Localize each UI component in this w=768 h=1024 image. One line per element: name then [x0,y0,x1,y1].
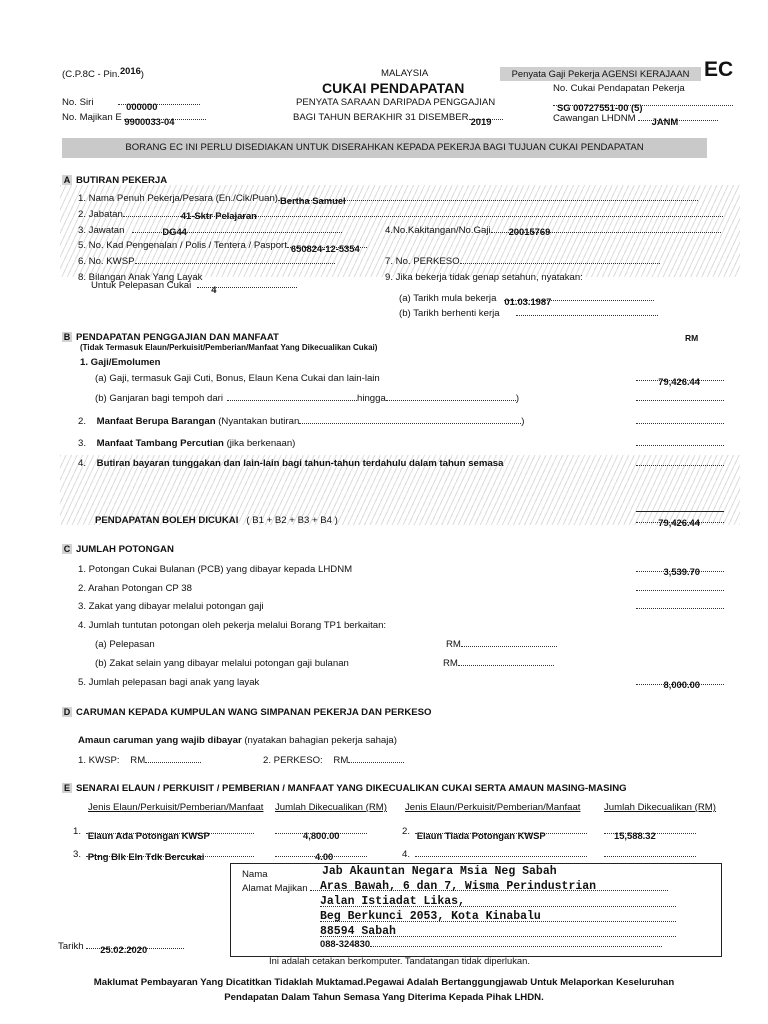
d-kwsp-rm: RM [130,755,146,766]
b3: 3. Manfaat Tambang Percutian (jika berkenaan) [78,438,296,449]
c5-label: 5. Jumlah pelepasan bagi anak yang layak [78,677,260,688]
sig-address-line: Jalan Istiadat Likas, [320,895,465,908]
form-code-close: ) [140,69,144,80]
sig-phone-value: 088-324830 [320,938,371,949]
b-total [95,515,338,526]
branch [553,113,718,127]
tax-no [553,98,733,113]
field-dept-value: 41-Sktr Pelajaran [180,210,257,221]
e-row-no: 4. [402,849,411,860]
d-perkeso [263,755,404,766]
field-perkeso-label: 7. No. PERKESO [385,256,460,267]
e-row-no: 3. [73,849,82,860]
section-a-letter: A [63,175,71,185]
c4a-label: (a) Pelepasan [95,639,155,650]
date-value: 25.02.2020 [100,944,148,955]
section-a-heading [62,175,167,186]
e-row-no: 2. [402,826,411,837]
currency-label: RM [685,333,699,343]
section-c-letter: C [63,544,71,554]
b1b-amount [636,400,724,401]
field-post-value: DG44 [162,226,187,237]
b-total-formula: ( B1 + B2 + B3 + B4 ) [246,515,338,526]
page-title: CUKAI PENDAPATAN [322,80,465,96]
date-label: Tarikh [58,941,84,952]
e-row-name: Ptng Blk Eln Tdk Bercukai [87,851,205,862]
b2: 2. Manfaat Berupa Barangan (Nyantakan butiran ) [78,416,525,427]
d-kwsp [78,755,201,766]
employer-no-label: No. Majikan E [62,112,122,123]
b4: 4. Butiran bayaran tunggakan dan lain-lain bagi tahun-tahun terdahulu dalam tahun semasa [78,458,504,469]
b1a-amount [636,373,724,387]
b-total-label: PENDAPATAN BOLEH DICUKAI [95,515,239,526]
country-label: MALAYSIA [381,68,429,79]
branch-label: Cawangan LHDNM [553,113,636,124]
c4b-rm: RM [443,658,458,669]
form-letter: EC [704,58,734,81]
form-year: 2016 [119,65,141,76]
b3-label: Manfaat Tambang Percutian [96,438,224,449]
field-ic-label: 5. No. Kad Pengenalan / Polis / Tentera / Pasport [78,240,287,251]
field-name-label: 1. Nama Penuh Pekerja/Pesara (En./Cik/Puan) [78,193,278,204]
section-b-letter: B [63,332,71,342]
sig-address-line: Aras Bawah, 6 dan 7, Wisma Perindustrian [320,880,597,893]
subtitle-statement: PENYATA SARAAN DARIPADA PENGGAJIAN [296,97,496,108]
field-start-value: 01.03.1987 [504,296,552,307]
field-ic-value: 650824-12-5354 [290,243,360,254]
d-perkeso-label: 2. PERKESO: [263,755,323,766]
e-row-amount [604,856,696,857]
field-end-date [399,308,658,319]
field-start-label: (a) Tarikh mula bekerja [399,293,497,304]
e-row-amount-value: 15,588.32 [614,830,656,841]
partial-year-label: 9. Jika bekerja tidak genap setahun, nyatakan: [385,272,583,283]
b4-amount [636,465,724,466]
b1a-value: 79,426.44 [658,376,700,387]
c4-label: 4. Jumlah tuntutan potongan oleh pekerja melalui Borang TP1 berkaitan: [78,620,387,631]
field-dept-label: 2. Jabatan [78,209,123,220]
e-row-amount-value: 4,800.00 [303,830,340,841]
subtitle-year-label: BAGI TAHUN BERAKHIR 31 DISEMBER [293,112,469,123]
e-row-amount [604,830,696,841]
c1-value: 3,539.70 [663,566,700,577]
field-dept [78,209,723,220]
serial-label: No. Siri [62,97,94,108]
field-perkeso [385,256,660,267]
d-intro [78,735,397,746]
field-post-label: 3. Jawatan [78,225,125,236]
d-kwsp-label: 1. KWSP: [78,755,120,766]
field-kwsp-label: 6. No. KWSP [78,256,135,267]
section-a-title: BUTIRAN PEKERJA [76,175,168,186]
d-intro-bold: Amaun caruman yang wajib dibayar [78,735,242,746]
e-row-amount [275,830,367,841]
section-e-title: SENARAI ELAUN / PERKUISIT / PEMBERIAN / MANFAAT YANG DIKECUALIKAN CUKAI SERTA AMAUN MASING-MASING [76,783,627,794]
branch-value: JANM [651,116,679,127]
b-total-value: 79,426.44 [658,517,700,528]
e-row-amount-value: 4.00 [315,851,334,862]
field-name-value: Bertha Samuel [279,195,346,206]
c4a-amount [446,639,557,650]
section-b-heading [62,332,279,343]
b2-label-rest: (Nyantakan butiran [218,416,300,427]
section-c-heading [62,544,174,555]
e-col-amount-1: Jumlah Dikecualikan (RM) [275,802,387,813]
b1-title: 1. Gaji/Emolumen [80,357,161,368]
field-children-value: 4 [211,284,217,295]
field-staff-no [385,225,721,236]
e-row-name: Elaun Ada Potongan KWSP [87,830,210,841]
tax-year: 2019 [470,116,492,127]
field-ic [78,240,367,254]
section-b-subtitle: (Tidak Termasuk Elaun/Perkuisit/Pemberian/Manfaat Yang Dikecualikan Cukai) [80,343,378,352]
serial-no [62,97,200,112]
e-row-name: Elaun Tiada Potongan KWSP [416,830,546,841]
serial-value: 000000 [126,101,158,112]
date-field [58,941,184,955]
employer-type-badge: Penyata Gaji Pekerja AGENSI KERAJAAN [500,67,701,81]
footer-line1: Maklumat Pembayaran Yang Dicatitkan Tidaklah Muktamad.Pegawai Adalah Bertanggungjawab Untuk Melaporkan Keseluruhan [93,977,675,988]
c3-label: 3. Zakat yang dibayar melalui potongan gaji [78,601,264,612]
e-row-no: 1. [73,826,82,837]
total-rule [636,511,724,512]
sig-address-line: 88594 Sabah [320,925,396,938]
field-end-label: (b) Tarikh berhenti kerja [399,308,500,319]
sig-address-line: Beg Berkunci 2053, Kota Kinabalu [320,910,541,923]
c4b-label: (b) Zakat selain yang dibayar melalui potongan gaji bulanan [95,658,349,669]
field-name [78,193,698,204]
footer-note [0,975,768,1005]
b2-label: Manfaat Berupa Barangan [96,416,216,427]
c4b-amount [443,658,554,669]
tax-no-label: No. Cukai Pendapatan Pekerja [553,83,685,94]
e-col-type-1: Jenis Elaun/Perkuisit/Pemberian/Manfaat [88,802,264,813]
b-total-amount [636,515,724,526]
c2-label: 2. Arahan Potongan CP 38 [78,583,192,594]
footer-line2: Pendapatan Dalam Tahun Semasa Yang Diterima Kepada Pihak LHDN. [224,992,544,1003]
c2-amount [636,590,724,591]
section-d-title: CARUMAN KEPADA KUMPULAN WANG SIMPANAN PEKERJA DAN PERKESO [76,707,432,718]
b1b: (b) Ganjaran bagi tempoh dari hingga ) [95,393,520,404]
c3-amount [636,608,724,609]
section-b-title: PENDAPATAN PENGGAJIAN DAN MANFAAT [76,332,279,343]
section-e-heading [62,783,627,794]
c4a-rm: RM [446,639,461,650]
b3-label-rest: (jika berkenaan) [226,438,296,449]
sig-name-label: Nama [242,869,268,880]
section-c-title: JUMLAH POTONGAN [76,544,174,555]
d-intro-rest: (nyatakan bahagian pekerja sahaja) [244,735,397,746]
employer-no [62,112,206,127]
b1b-mid: hingga [357,393,386,404]
sig-phone [320,938,662,949]
e-col-type-2: Jenis Elaun/Perkuisit/Pemberian/Manfaat [405,802,581,813]
e-row [402,849,587,860]
c1-amount [636,564,724,575]
field-start-date [399,293,654,307]
field-staff-no-label: 4.No.Kakitangan/No.Gaji [385,225,491,236]
employer-no-value: 9900033-04 [124,116,175,127]
b1a-label: (a) Gaji, termasuk Gaji Cuti, Bonus, Elaun Kena Cukai dan lain-lain [95,373,380,384]
e-col-amount-2: Jumlah Dikecualikan (RM) [604,802,716,813]
field-kwsp [78,256,335,267]
c1-label: 1. Potongan Cukai Bulanan (PCB) yang dibayar kepada LHDNM [78,564,353,575]
e-row [73,826,254,841]
d-perkeso-rm: RM [333,755,349,766]
field-children-label: 8. Bilangan Anak Yang Layak [78,272,203,283]
subtitle-year [293,112,503,127]
banner-notice: BORANG EC INI PERLU DISEDIAKAN UNTUK DISERAHKAN KEPADA PEKERJA BAGI TUJUAN CUKAI PENDAPATAN [62,138,707,158]
c5-value: 8,000.00 [663,679,700,690]
tax-no-value: SG 00727551-00 (5) [557,102,643,113]
b2-amount [636,423,724,424]
b4-label: Butiran bayaran tunggakan dan lain-lain bagi tahun-tahun terdahulu dalam tahun semasa [96,458,504,469]
e-row-amount [275,851,367,862]
b3-amount [636,445,724,446]
section-e-letter: E [63,783,70,793]
e-row [402,826,587,841]
e-row [73,849,254,860]
sig-address-label: Alamat Majikan [242,883,308,894]
field-staff-no-value: 20015769 [508,226,551,237]
c5-amount [636,677,724,688]
field-post [78,225,342,236]
form-code-label: (C.P.8C - Pin. [62,69,120,80]
b1b-label: (b) Ganjaran bagi tempoh dari [95,393,223,404]
field-children-label2: Untuk Pelepasan Cukai [91,280,192,291]
section-d-letter: D [63,707,71,717]
sig-note: Ini adalah cetakan berkomputer. Tandatangan tidak diperlukan. [269,955,530,966]
form-code [62,65,144,80]
field-children [91,280,297,295]
section-d-heading [62,707,432,718]
sig-name-value: Jab Akauntan Negara Msia Neg Sabah [322,865,557,878]
